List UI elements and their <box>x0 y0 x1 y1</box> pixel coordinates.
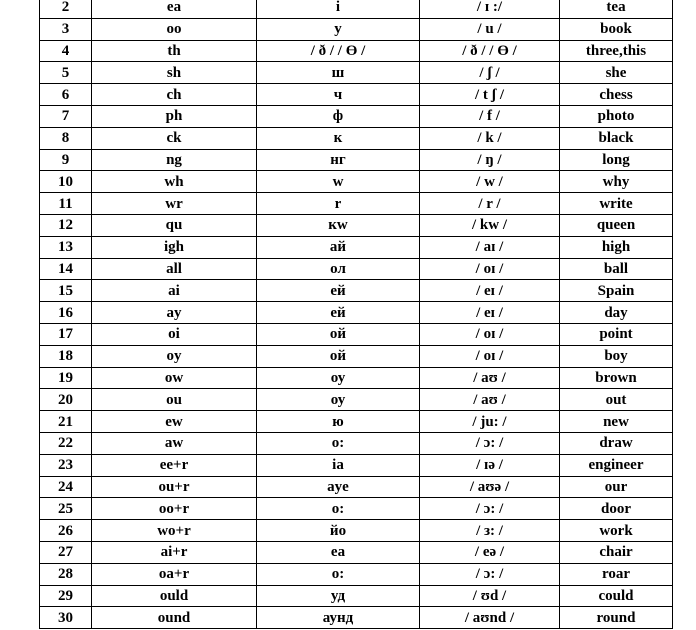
table-row <box>40 498 673 520</box>
table-row <box>40 541 673 563</box>
spelling-cell: ould <box>92 585 257 607</box>
example-word-cell: out <box>560 389 673 411</box>
row-number-cell: 22 <box>40 432 92 454</box>
table-row <box>40 389 673 411</box>
russian-transcription-cell: о: <box>257 563 420 585</box>
ipa-transcription-cell: / t ʃ / <box>420 84 560 106</box>
row-number-cell: 6 <box>40 84 92 106</box>
table-row <box>40 323 673 345</box>
table-row <box>40 62 673 84</box>
russian-transcription-cell: уд <box>257 585 420 607</box>
example-word-cell: write <box>560 193 673 215</box>
example-word-cell: she <box>560 62 673 84</box>
example-word-cell: high <box>560 236 673 258</box>
ipa-transcription-cell: / w / <box>420 171 560 193</box>
row-number-cell: 7 <box>40 105 92 127</box>
table-row <box>40 411 673 433</box>
spelling-cell: qu <box>92 214 257 236</box>
ipa-transcription-cell: / з: / <box>420 520 560 542</box>
ipa-transcription-cell: / u / <box>420 18 560 40</box>
row-number-cell: 18 <box>40 345 92 367</box>
russian-transcription-cell: ай <box>257 236 420 258</box>
ipa-transcription-cell: / aʊ / <box>420 367 560 389</box>
example-word-cell: could <box>560 585 673 607</box>
example-word-cell: round <box>560 607 673 629</box>
russian-transcription-cell: кw <box>257 214 420 236</box>
table-row <box>40 18 673 40</box>
russian-transcription-cell: к <box>257 127 420 149</box>
row-number-cell: 29 <box>40 585 92 607</box>
russian-transcription-cell: ea <box>257 541 420 563</box>
russian-transcription-cell: y <box>257 18 420 40</box>
row-number-cell: 14 <box>40 258 92 280</box>
example-word-cell: why <box>560 171 673 193</box>
row-number-cell: 9 <box>40 149 92 171</box>
russian-transcription-cell: ч <box>257 84 420 106</box>
example-word-cell: Spain <box>560 280 673 302</box>
table-row <box>40 258 673 280</box>
table-row <box>40 171 673 193</box>
row-number-cell: 5 <box>40 62 92 84</box>
spelling-cell: th <box>92 40 257 62</box>
ipa-transcription-cell: / ɔ: / <box>420 498 560 520</box>
spelling-cell: ea <box>92 0 257 18</box>
ipa-transcription-cell: / ŋ / <box>420 149 560 171</box>
spelling-cell: ai+r <box>92 541 257 563</box>
ipa-transcription-cell: / kw / <box>420 214 560 236</box>
spelling-cell: ay <box>92 302 257 324</box>
row-number-cell: 16 <box>40 302 92 324</box>
ipa-transcription-cell: / r / <box>420 193 560 215</box>
spelling-cell: ai <box>92 280 257 302</box>
example-word-cell: door <box>560 498 673 520</box>
spelling-cell: oa+r <box>92 563 257 585</box>
ipa-transcription-cell: / aʊə / <box>420 476 560 498</box>
row-number-cell: 17 <box>40 323 92 345</box>
example-word-cell: boy <box>560 345 673 367</box>
russian-transcription-cell: оу <box>257 389 420 411</box>
phonics-table <box>39 0 673 629</box>
ipa-transcription-cell: / ð / / ϴ / <box>420 40 560 62</box>
example-word-cell: tea <box>560 0 673 18</box>
row-number-cell: 27 <box>40 541 92 563</box>
example-word-cell: chair <box>560 541 673 563</box>
example-word-cell: point <box>560 323 673 345</box>
spelling-cell: ng <box>92 149 257 171</box>
example-word-cell: brown <box>560 367 673 389</box>
spelling-cell: ou+r <box>92 476 257 498</box>
ipa-transcription-cell: / ɔ: / <box>420 563 560 585</box>
example-word-cell: new <box>560 411 673 433</box>
row-number-cell: 24 <box>40 476 92 498</box>
table-row <box>40 105 673 127</box>
spelling-cell: wr <box>92 193 257 215</box>
ipa-transcription-cell: / f / <box>420 105 560 127</box>
russian-transcription-cell: ой <box>257 345 420 367</box>
russian-transcription-cell: ш <box>257 62 420 84</box>
row-number-cell: 15 <box>40 280 92 302</box>
spelling-cell: ound <box>92 607 257 629</box>
russian-transcription-cell: i <box>257 0 420 18</box>
example-word-cell: queen <box>560 214 673 236</box>
row-number-cell: 20 <box>40 389 92 411</box>
spelling-cell: sh <box>92 62 257 84</box>
spelling-cell: ew <box>92 411 257 433</box>
row-number-cell: 19 <box>40 367 92 389</box>
example-word-cell: chess <box>560 84 673 106</box>
example-word-cell: book <box>560 18 673 40</box>
row-number-cell: 4 <box>40 40 92 62</box>
ipa-transcription-cell: / eə / <box>420 541 560 563</box>
spelling-cell: oo+r <box>92 498 257 520</box>
row-number-cell: 3 <box>40 18 92 40</box>
row-number-cell: 25 <box>40 498 92 520</box>
russian-transcription-cell: ей <box>257 280 420 302</box>
ipa-transcription-cell: / ɪ :/ <box>420 0 560 18</box>
russian-transcription-cell: аунд <box>257 607 420 629</box>
spelling-cell: aw <box>92 432 257 454</box>
row-number-cell: 23 <box>40 454 92 476</box>
example-word-cell: work <box>560 520 673 542</box>
table-row <box>40 607 673 629</box>
ipa-transcription-cell: / oɪ / <box>420 323 560 345</box>
russian-transcription-cell: ой <box>257 323 420 345</box>
table-row <box>40 193 673 215</box>
row-number-cell: 21 <box>40 411 92 433</box>
russian-transcription-cell: нг <box>257 149 420 171</box>
table-row <box>40 563 673 585</box>
row-number-cell: 13 <box>40 236 92 258</box>
russian-transcription-cell: оу <box>257 367 420 389</box>
table-row <box>40 432 673 454</box>
ipa-transcription-cell: / ju: / <box>420 411 560 433</box>
ipa-transcription-cell: / k / <box>420 127 560 149</box>
russian-transcription-cell: ей <box>257 302 420 324</box>
ipa-transcription-cell: / ʊd / <box>420 585 560 607</box>
example-word-cell: black <box>560 127 673 149</box>
ipa-transcription-cell: / ɪə / <box>420 454 560 476</box>
table-row <box>40 214 673 236</box>
table-row <box>40 84 673 106</box>
ipa-transcription-cell: / ɔ: / <box>420 432 560 454</box>
row-number-cell: 10 <box>40 171 92 193</box>
row-number-cell: 12 <box>40 214 92 236</box>
example-word-cell: roar <box>560 563 673 585</box>
ipa-transcription-cell: / aʊnd / <box>420 607 560 629</box>
russian-transcription-cell: w <box>257 171 420 193</box>
row-number-cell: 28 <box>40 563 92 585</box>
table-row <box>40 345 673 367</box>
russian-transcription-cell: aye <box>257 476 420 498</box>
russian-transcription-cell: / ð / / ϴ / <box>257 40 420 62</box>
spelling-cell: ch <box>92 84 257 106</box>
table-row <box>40 520 673 542</box>
example-word-cell: long <box>560 149 673 171</box>
ipa-transcription-cell: / eɪ / <box>420 302 560 324</box>
table-row <box>40 40 673 62</box>
russian-transcription-cell: ф <box>257 105 420 127</box>
spelling-cell: ou <box>92 389 257 411</box>
table-row <box>40 367 673 389</box>
row-number-cell: 26 <box>40 520 92 542</box>
table-row <box>40 454 673 476</box>
ipa-transcription-cell: / aɪ / <box>420 236 560 258</box>
example-word-cell: our <box>560 476 673 498</box>
example-word-cell: draw <box>560 432 673 454</box>
table-row <box>40 0 673 18</box>
row-number-cell: 2 <box>40 0 92 18</box>
russian-transcription-cell: йо <box>257 520 420 542</box>
spelling-cell: ph <box>92 105 257 127</box>
russian-transcription-cell: о: <box>257 498 420 520</box>
russian-transcription-cell: ол <box>257 258 420 280</box>
russian-transcription-cell: ю <box>257 411 420 433</box>
table-row <box>40 236 673 258</box>
example-word-cell: photo <box>560 105 673 127</box>
table-row <box>40 149 673 171</box>
russian-transcription-cell: ia <box>257 454 420 476</box>
table-row <box>40 127 673 149</box>
ipa-transcription-cell: / oɪ / <box>420 345 560 367</box>
example-word-cell: ball <box>560 258 673 280</box>
spelling-cell: oo <box>92 18 257 40</box>
example-word-cell: three,this <box>560 40 673 62</box>
spelling-cell: oy <box>92 345 257 367</box>
row-number-cell: 8 <box>40 127 92 149</box>
ipa-transcription-cell: / aʊ / <box>420 389 560 411</box>
spelling-cell: igh <box>92 236 257 258</box>
spelling-cell: ee+r <box>92 454 257 476</box>
spelling-cell: ck <box>92 127 257 149</box>
table-row <box>40 280 673 302</box>
table-row <box>40 585 673 607</box>
ipa-transcription-cell: / ʃ / <box>420 62 560 84</box>
spelling-cell: oi <box>92 323 257 345</box>
spelling-cell: all <box>92 258 257 280</box>
spelling-cell: wh <box>92 171 257 193</box>
spelling-cell: ow <box>92 367 257 389</box>
russian-transcription-cell: о: <box>257 432 420 454</box>
russian-transcription-cell: r <box>257 193 420 215</box>
table-row <box>40 302 673 324</box>
phonics-table-body <box>40 0 673 629</box>
example-word-cell: engineer <box>560 454 673 476</box>
example-word-cell: day <box>560 302 673 324</box>
spelling-cell: wo+r <box>92 520 257 542</box>
table-row <box>40 476 673 498</box>
row-number-cell: 30 <box>40 607 92 629</box>
ipa-transcription-cell: / eɪ / <box>420 280 560 302</box>
ipa-transcription-cell: / oɪ / <box>420 258 560 280</box>
row-number-cell: 11 <box>40 193 92 215</box>
